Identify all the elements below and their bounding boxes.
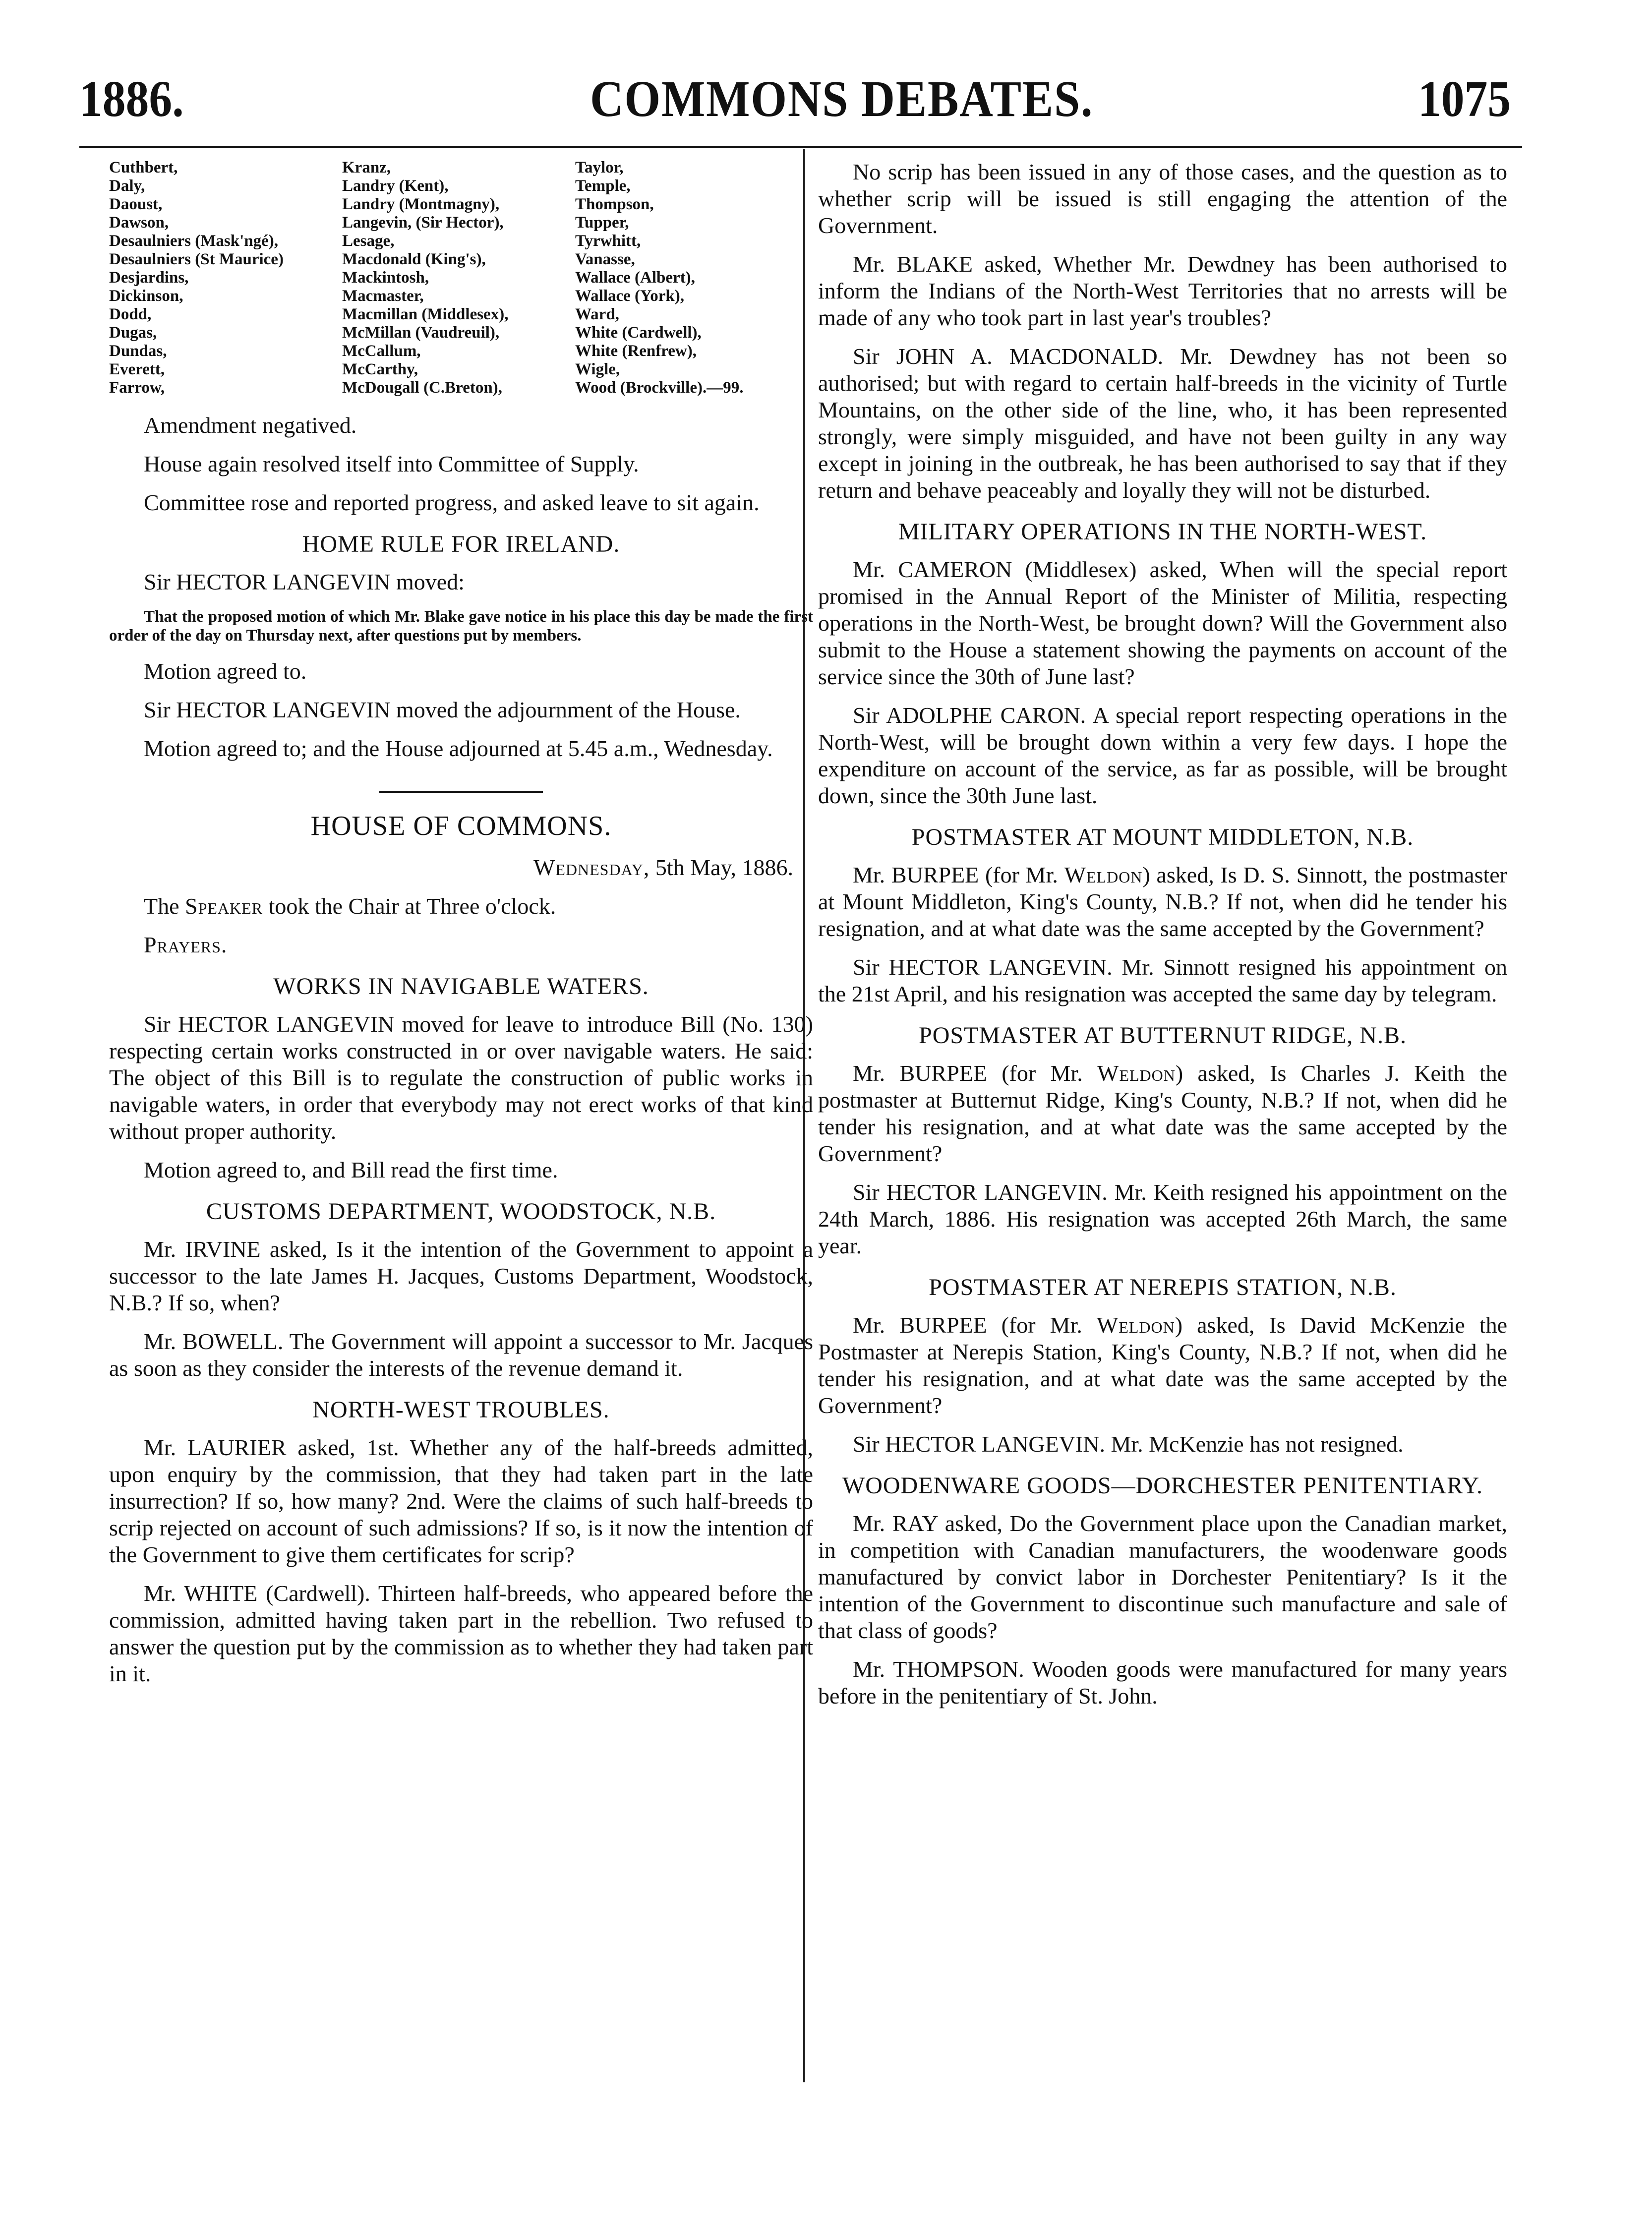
- division-name: McDougall (C.Breton),: [342, 379, 502, 397]
- header-year: 1886.: [79, 70, 184, 127]
- date-day: Wednesday,: [533, 855, 650, 880]
- division-name: Mackintosh,: [342, 269, 429, 287]
- text-run: The: [144, 893, 185, 919]
- division-name: Tupper,: [575, 214, 629, 232]
- division-name: Desaulniers (St Maurice): [109, 250, 284, 268]
- division-name: Wood (Brockville).—99.: [575, 379, 744, 397]
- paragraph: Sir HECTOR LANGEVIN moved for leave to introduce Bill (No. 130) respecting certain works constructed in or over navigable waters. He said: The object of this Bill is to regulate the construction of public works in navigable waters, in order that everybody may not erect works of that kind without proper authority.: [109, 1011, 813, 1144]
- section-heading: HOME RULE FOR IRELAND.: [302, 531, 620, 557]
- division-name: Thompson,: [575, 195, 654, 213]
- division-name: Landry (Kent),: [342, 177, 449, 195]
- left-column: [109, 159, 813, 1699]
- division-name: Langevin, (Sir Hector),: [342, 214, 504, 232]
- division-name: McMillan (Vaudreuil),: [342, 324, 500, 342]
- header-title: COMMONS DEBATES.: [590, 70, 1094, 127]
- division-name: Macmillan (Middlesex),: [342, 305, 509, 323]
- right-column: [818, 159, 1507, 1721]
- page-header: [0, 69, 1652, 134]
- division-list: [109, 159, 813, 397]
- division-name: Dundas,: [109, 342, 167, 360]
- division-name: White (Cardwell),: [575, 324, 702, 342]
- paragraph: House again resolved itself into Committee of Supply.: [144, 451, 639, 476]
- text-run: Mr. BURPEE (for Mr.: [853, 1060, 1098, 1086]
- division-name: McCarthy,: [342, 360, 418, 378]
- separator-rule: [379, 791, 543, 793]
- division-name: Taylor,: [575, 159, 624, 177]
- text-run: ) asked, Is David McKenzie the Postmaster at Nerepis Station, King's County, N.B.? If not, when did he tender his resignation, and at what date was the same accepted by the Government?: [818, 1312, 1507, 1418]
- sitting-date: [109, 854, 813, 881]
- text-run: Mr. BURPEE (for Mr.: [853, 862, 1064, 887]
- member-name: Weldon: [1096, 1312, 1175, 1338]
- paragraph: Motion agreed to.: [144, 658, 307, 684]
- text-run: took the Chair at Three o'clock.: [263, 893, 556, 919]
- motion-text: That the proposed motion of which Mr. Blake gave notice in his place this day be made the first order of the day on Thursday next, after questions put by members.: [109, 608, 813, 645]
- text-run: ) asked, Is D. S. Sinnott, the postmaster at Mount Middleton, King's County, N.B.? If not, when did he tender his resignation, and at what date was the same accepted by the Government?: [818, 862, 1508, 941]
- division-name: Daly,: [109, 177, 145, 195]
- division-name: Desjardins,: [109, 269, 189, 287]
- paragraph: Mr. RAY asked, Do the Government place upon the Canadian market, in competition with Canadian manufacturers, the woodenware goods manufactured by convict labor in Dorchester Penitentiary? Is it the intention of the Government to discontinue such manufacture and sale of that class of goods?: [818, 1511, 1507, 1643]
- paragraph: Mr. THOMPSON. Wooden goods were manufactured for many years before in the penitentiary of St. John.: [818, 1656, 1507, 1708]
- division-name: McCallum,: [342, 342, 421, 360]
- division-name: Wallace (Albert),: [575, 269, 695, 287]
- paragraph: Mr. IRVINE asked, Is it the intention of the Government to appoint a successor to the late James H. Jacques, Customs Department, Woodstock, N.B.? If so, when?: [109, 1236, 813, 1315]
- paragraph: Mr. WHITE (Cardwell). Thirteen half-breeds, who appeared before the commission, admitted having taken part in the rebellion. Two refused to answer the question put by the commission as to whether they had taken part in it.: [109, 1581, 813, 1686]
- division-name: Vanasse,: [575, 250, 635, 268]
- paragraph: Sir HECTOR LANGEVIN. Mr. Sinnott resigned his appointment on the 21st April, and his resignation was accepted the same day by telegram.: [818, 954, 1507, 1006]
- speaker-word: Speaker: [185, 893, 263, 919]
- division-name: Kranz,: [342, 159, 391, 177]
- division-name: Wallace (York),: [575, 287, 684, 305]
- paragraph: Mr. LAURIER asked, 1st. Whether any of the half-breeds admitted, upon enquiry by the commission, that they had taken part in the late insurrection? If so, how many? 2nd. Were the claims of such half-breeds to scrip rejected on account of such admissions? If so, is it now the intention of the Government to give them certificates for scrip?: [109, 1435, 813, 1567]
- division-name: Everett,: [109, 360, 165, 378]
- section-heading: WORKS IN NAVIGABLE WATERS.: [273, 973, 649, 1000]
- prayers: Prayers.: [144, 932, 228, 957]
- paragraph: Sir ADOLPHE CARON. A special report respecting operations in the North-West, will be brought down within a very few days. I hope the expenditure on account of the service, as far as possible, will be brought down, since the 30th June last.: [818, 703, 1507, 808]
- division-name: Temple,: [575, 177, 631, 195]
- division-name: Desaulniers (Mask'ngé),: [109, 232, 278, 250]
- division-name: White (Renfrew),: [575, 342, 697, 360]
- date-rest: 5th May, 1886.: [649, 855, 793, 880]
- division-name: Lesage,: [342, 232, 395, 250]
- section-heading: WOODENWARE GOODS—DORCHESTER PENITENTIARY.: [842, 1472, 1483, 1499]
- paragraph: Sir HECTOR LANGEVIN. Mr. Keith resigned his appointment on the 24th March, 1886. His resignation was accepted 26th March, the same year.: [818, 1179, 1507, 1258]
- section-heading: POSTMASTER AT BUTTERNUT RIDGE, N.B.: [919, 1022, 1407, 1049]
- division-name: Landry (Montmagny),: [342, 195, 500, 213]
- division-name: Dodd,: [109, 305, 152, 323]
- division-name: Farrow,: [109, 379, 165, 397]
- division-name: Cuthbert,: [109, 159, 178, 177]
- division-name: Dugas,: [109, 324, 157, 342]
- paragraph: Sir HECTOR LANGEVIN moved:: [144, 569, 465, 594]
- header-rule: [79, 146, 1522, 148]
- paragraph: Mr. BOWELL. The Government will appoint a successor to Mr. Jacques as soon as they consider the interests of the revenue demand it.: [109, 1329, 813, 1381]
- section-heading: NORTH-WEST TROUBLES.: [312, 1397, 610, 1423]
- paragraph: [818, 862, 1507, 942]
- text-run: Mr. BURPEE (for Mr.: [853, 1312, 1097, 1338]
- paragraph: Sir HECTOR LANGEVIN moved the adjournment of the House.: [144, 697, 741, 722]
- division-name: Daoust,: [109, 195, 163, 213]
- paragraph: Motion agreed to, and Bill read the first time.: [144, 1157, 558, 1182]
- paragraph: [109, 893, 813, 920]
- paragraph: Amendment negatived.: [144, 412, 357, 438]
- member-name: Weldon: [1097, 1060, 1176, 1086]
- division-name: Macmaster,: [342, 287, 424, 305]
- member-name: Weldon: [1064, 862, 1143, 887]
- paragraph: No scrip has been issued in any of those cases, and the question as to whether scrip will be issued is still engaging the attention of the Government.: [818, 159, 1507, 238]
- paragraph: Committee rose and reported progress, and asked leave to sit again.: [144, 490, 760, 515]
- division-name: Wigle,: [575, 360, 620, 378]
- section-heading: POSTMASTER AT MOUNT MIDDLETON, N.B.: [911, 824, 1414, 850]
- division-name: Dawson,: [109, 214, 169, 232]
- section-heading: MILITARY OPERATIONS IN THE NORTH-WEST.: [898, 519, 1427, 545]
- text-run: ) asked, Is Charles J. Keith the postmaster at Butternut Ridge, King's County, N.B.? If not, when did he tender his resignation, and at what date was the same accepted by the Government?: [818, 1060, 1508, 1166]
- paragraph: Sir HECTOR LANGEVIN. Mr. McKenzie has not resigned.: [853, 1431, 1404, 1457]
- division-name: Tyrwhitt,: [575, 232, 641, 250]
- paragraph: [818, 1060, 1507, 1167]
- division-name: Ward,: [575, 305, 619, 323]
- header-page-number: 1075: [1418, 70, 1511, 127]
- paragraph: Mr. BLAKE asked, Whether Mr. Dewdney has been authorised to inform the Indians of the North-West Territories that no arrests will be made of any who took part in last year's troubles?: [818, 251, 1507, 330]
- section-heading: POSTMASTER AT NEREPIS STATION, N.B.: [929, 1274, 1397, 1300]
- section-heading: CUSTOMS DEPARTMENT, WOODSTOCK, N.B.: [206, 1198, 716, 1225]
- paragraph: [818, 1312, 1507, 1419]
- division-name: Macdonald (King's),: [342, 250, 486, 268]
- paragraph: Motion agreed to; and the House adjourned at 5.45 a.m., Wednesday.: [144, 736, 773, 761]
- division-name: Dickinson,: [109, 287, 183, 305]
- house-heading: HOUSE OF COMMONS.: [310, 811, 612, 841]
- paragraph: Sir JOHN A. MACDONALD. Mr. Dewdney has not been so authorised; but with regard to certain half-breeds in the vicinity of Turtle Mountains, on the other side of the line, who, it has been represented strongly, were simply misguided, and have not been guilty in any way except in joining in the outbreak, he has been authorised to say that if they return and behave peaceably and loyally they will not be disturbed.: [818, 344, 1507, 503]
- paragraph: Mr. CAMERON (Middlesex) asked, When will the special report promised in the Annual Report of the Minister of Militia, respecting operations in the North-West, be brought down? Will the Government also submit to the House a statement showing the payments on account of the service since the 30th of June last?: [818, 557, 1507, 689]
